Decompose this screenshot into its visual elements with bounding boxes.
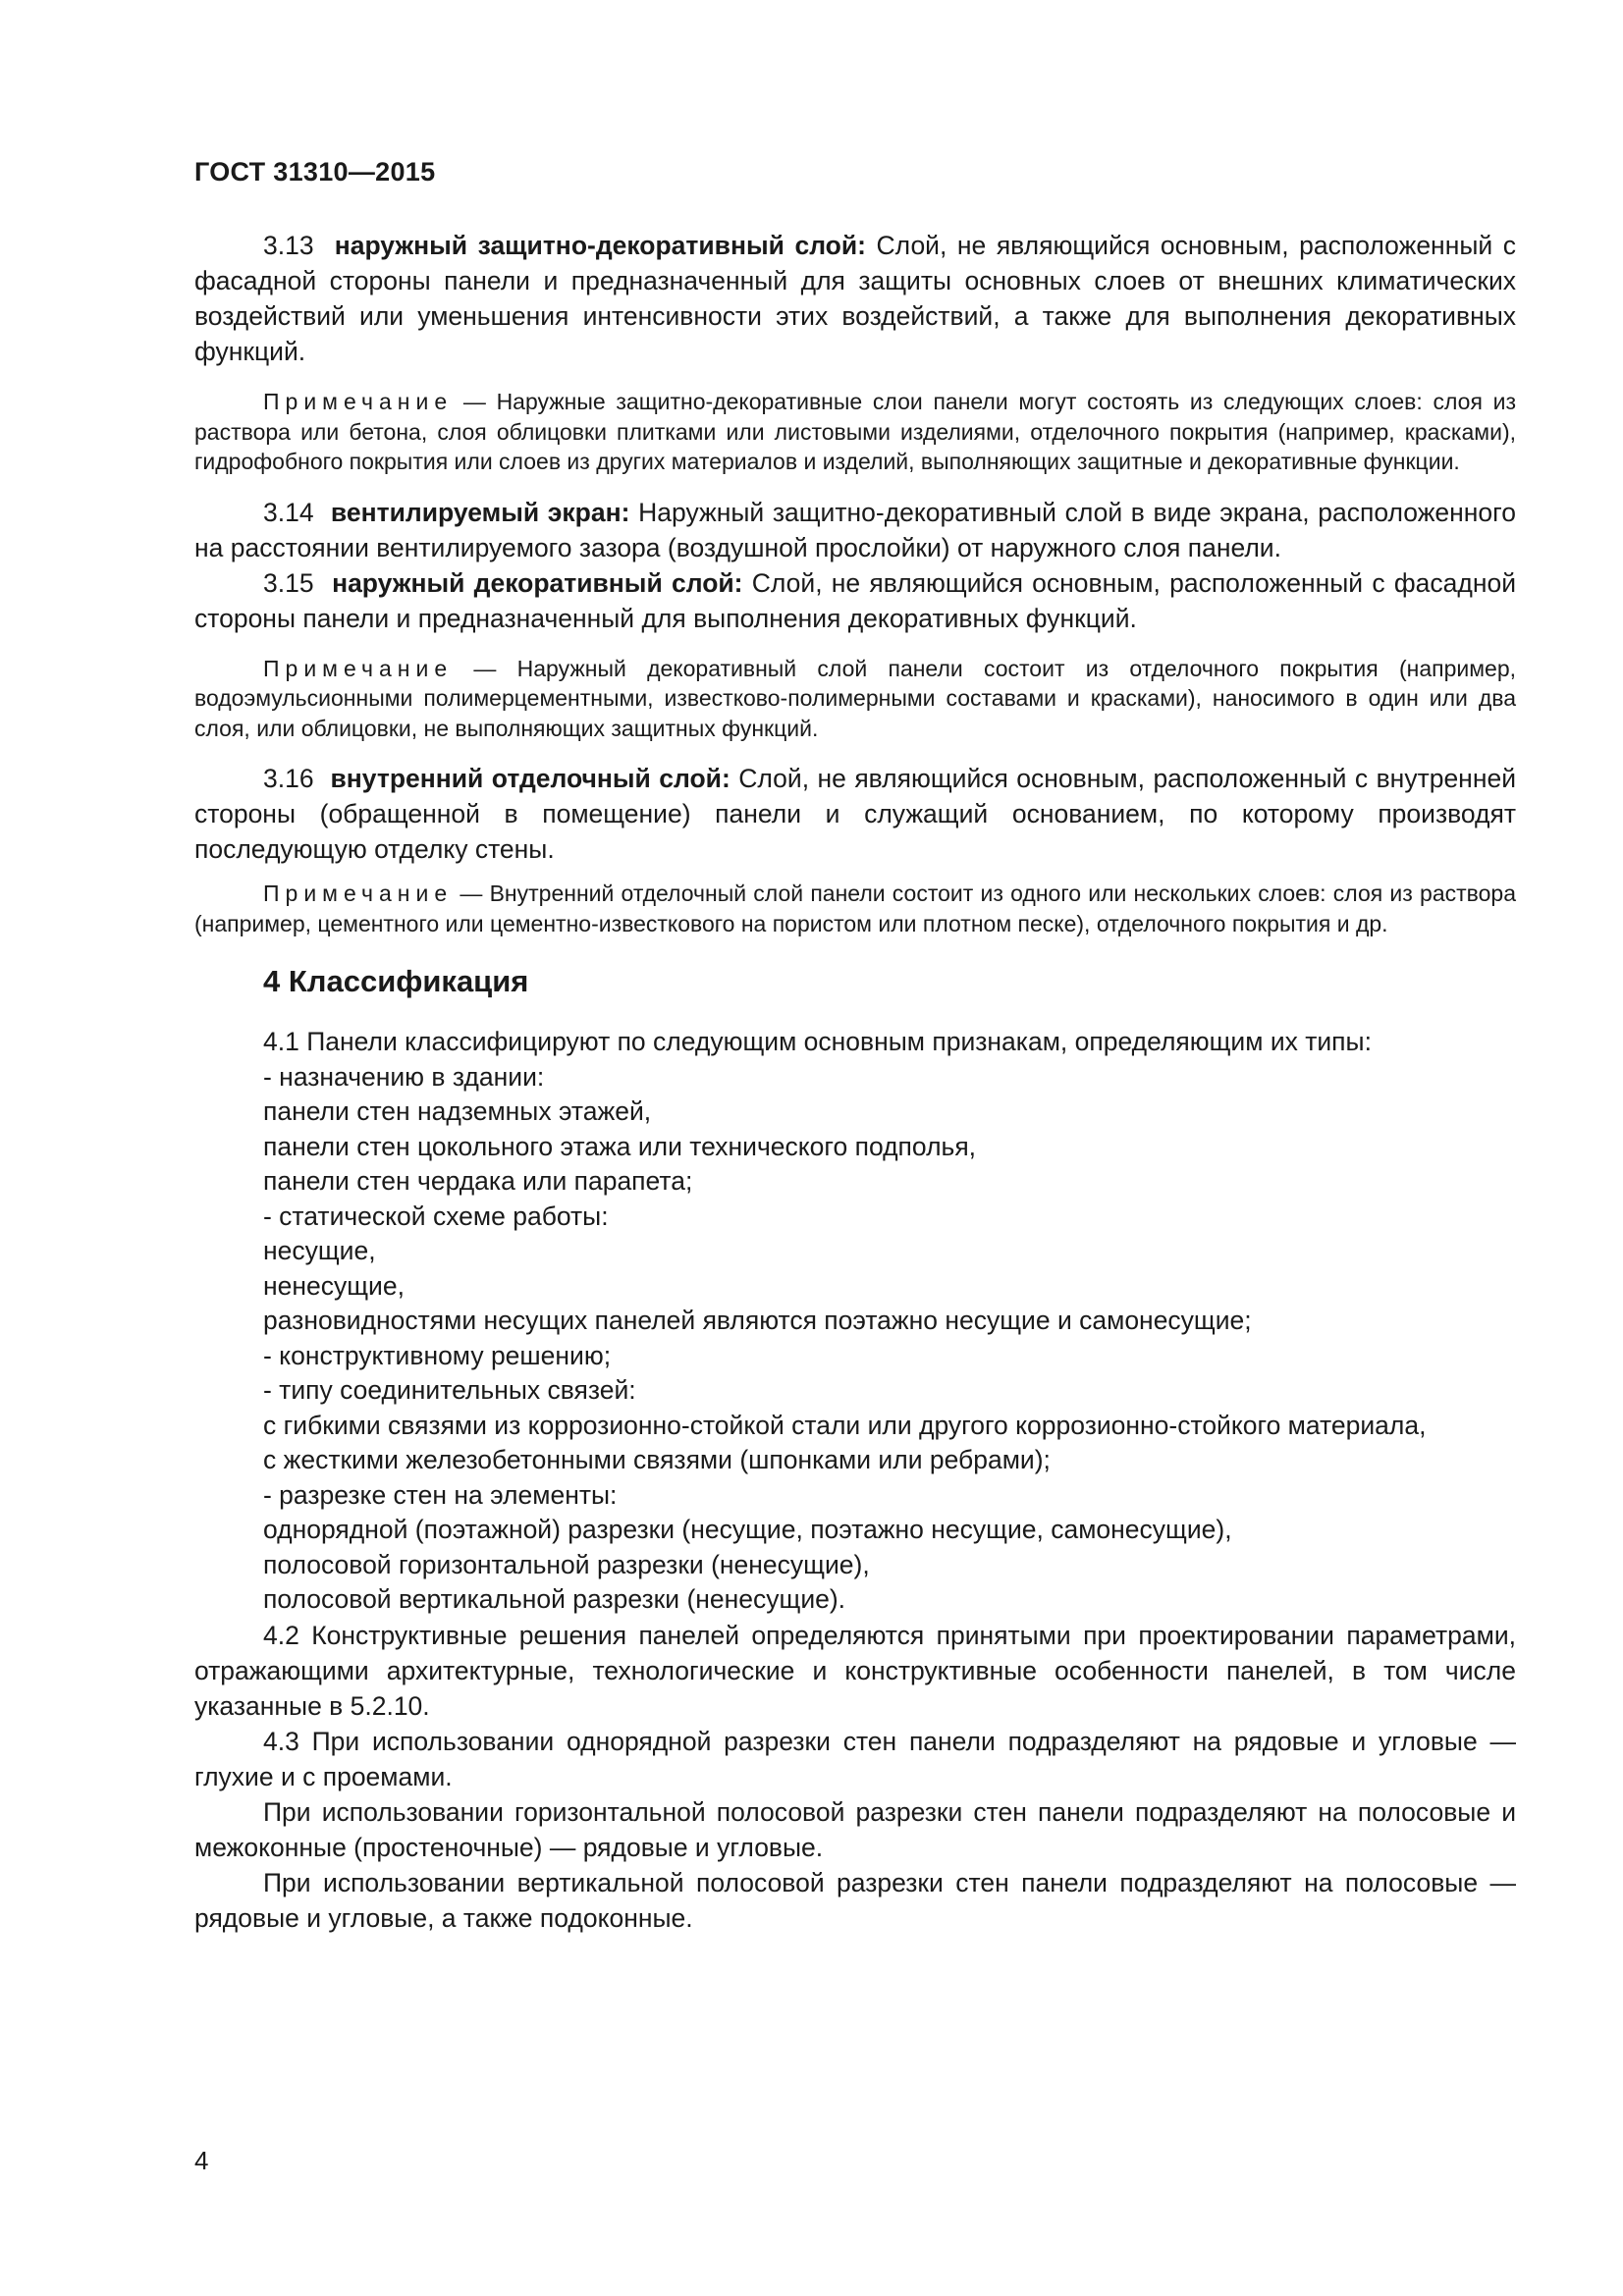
term-definition: Слой, не являющийся основным, расположенный с внутренней стороны (обращенной в помещение) панели и служащий основанием, по которому производят последующую отделку стены.: [194, 764, 1516, 864]
list-line: несущие,: [263, 1236, 376, 1265]
paragraph-4-2: 4.2 Конструктивные решения панелей определяются принятыми при проектировании параметрами, отражающими архитектурные, технологические и конструктивные особенности панелей, в том числе указанные в 5.2.10.: [194, 1620, 1516, 1721]
list-line: с жесткими железобетонными связями (шпонками или ребрами);: [263, 1445, 1051, 1474]
term-definition: Слой, не являющийся основным, расположенный с фасадной стороны панели и предназначенный для защиты основных слоев от внешних климатических воздействий или уменьшения интенсивности этих воздействий, а также для выполнения декоративных функций.: [194, 231, 1516, 366]
term-name: наружный защитно-декоративный слой:: [334, 231, 866, 260]
list-line: - статической схеме работы:: [263, 1201, 609, 1231]
classification-list: [194, 1025, 1516, 1618]
note-text: — Наружный декоративный слой панели состоит из отделочного покрытия (например, водоэмульсионными полимерцементными, известково-полимерными составами и красками), наносимого в один или два слоя, или облицовки, не выполняющих защитных функций.: [194, 655, 1517, 741]
list-line: 4.1 Панели классифицируют по следующим основным признакам, определяющим их типы:: [263, 1027, 1372, 1056]
list-line: разновидностями несущих панелей являются поэтажно несущие и самонесущие;: [263, 1306, 1252, 1335]
page-number: 4: [194, 2146, 209, 2175]
list-line: панели стен чердака или парапета;: [263, 1166, 693, 1196]
term-name: наружный декоративный слой:: [332, 567, 743, 598]
note-3-15: [194, 654, 1516, 744]
standard-code-header: ГОСТ 31310—2015: [194, 157, 436, 187]
term-3-13: [194, 228, 1516, 369]
term-3-14: [194, 495, 1516, 565]
term-definition: Слой, не являющийся основным, расположенный с фасадной стороны панели и предназначенный для выполнения декоративных функций.: [194, 567, 1516, 633]
list-line: ненесущие,: [263, 1270, 405, 1301]
note-label: Примечание: [263, 655, 454, 681]
term-number: 3.16: [263, 764, 314, 793]
list-line: панели стен надземных этажей,: [263, 1096, 652, 1126]
note-3-13: [194, 387, 1516, 477]
note-label: Примечание: [263, 881, 454, 906]
list-line: - разрезке стен на элементы:: [263, 1479, 618, 1510]
term-3-16: [194, 761, 1516, 867]
note-text: — Наружные защитно-декоративные слои панели могут состоять из следующих слоев: слоя из раствора или бетона, слоя облицовки плитками или листовыми изделиями, отделочного покрытия (например, красками), гидрофобного покрытия или слоев из других материалов и изделий, выполняющих защитные и декоративные функции.: [194, 389, 1517, 474]
list-line: - типу соединительных связей:: [263, 1375, 636, 1405]
paragraph-vertical-cut: При использовании вертикальной полосовой разрезки стен панели подразделяют на полосовые — рядовые и угловые, а также подоконные.: [194, 1867, 1516, 1933]
term-name: внутренний отделочный слой:: [330, 764, 730, 793]
list-line: с гибкими связями из коррозионно-стойкой стали или другого коррозионно-стойкого материала,: [263, 1410, 1427, 1440]
list-line: полосовой горизонтальной разрезки (ненесущие),: [263, 1549, 870, 1579]
paragraph-horizontal-cut: При использовании горизонтальной полосовой разрезки стен панели подразделяют на полосовые и межоконные (простеночные) — рядовые и угловые.: [194, 1796, 1516, 1862]
term-definition: Наружный защитно-декоративный слой в виде экрана, расположенного на расстоянии вентилируемого зазора (воздушной прослойки) от наружного слоя панели.: [194, 497, 1516, 562]
list-line: панели стен цокольного этажа или технического подполья,: [263, 1131, 977, 1161]
note-3-16: [194, 879, 1516, 938]
list-line: - назначению в здании:: [263, 1061, 545, 1092]
term-name: вентилируемый экран:: [330, 497, 630, 527]
term-number: 3.15: [263, 567, 314, 598]
term-number: 3.14: [263, 497, 314, 527]
list-line: однорядной (поэтажной) разрезки (несущие, поэтажно несущие, самонесущие),: [263, 1515, 1232, 1544]
paragraph-4-3: 4.3 При использовании однорядной разрезки стен панели подразделяют на рядовые и угловые — глухие и с проемами.: [194, 1726, 1516, 1791]
page-content: [194, 228, 1516, 1936]
term-number: 3.13: [263, 231, 314, 260]
list-line: полосовой вертикальной разрезки (ненесущие).: [263, 1584, 846, 1614]
list-line: - конструктивному решению;: [263, 1340, 612, 1370]
term-3-15: [194, 565, 1516, 636]
section-title: 4 Классификация: [263, 964, 529, 998]
note-text: — Внутренний отделочный слой панели состоит из одного или нескольких слоев: слоя из раствора (например, цементного или цементно-известкового на пористом или плотном песке), отделочного покрытия и др.: [194, 881, 1516, 936]
note-label: Примечание: [263, 389, 454, 414]
